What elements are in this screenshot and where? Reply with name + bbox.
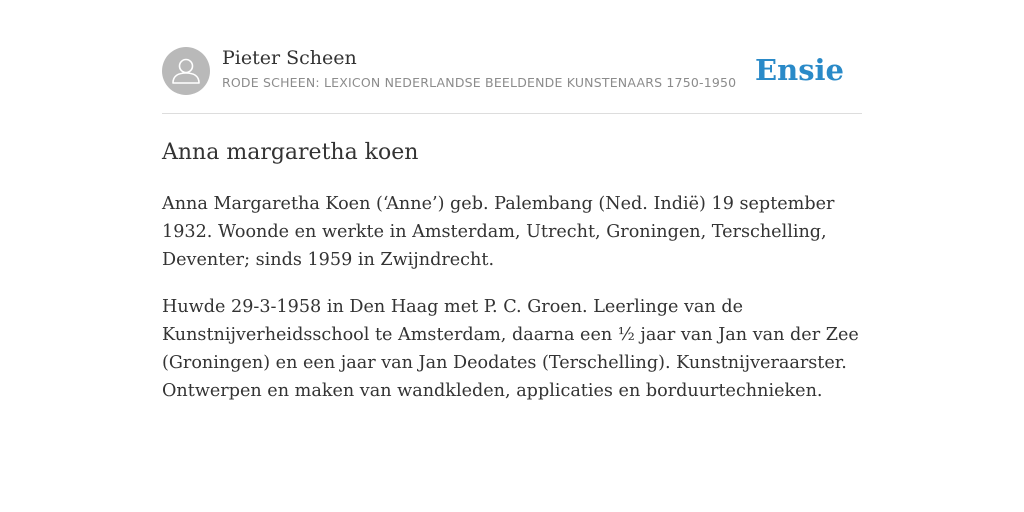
article-body [162, 190, 862, 424]
article-paragraph: Anna Margaretha Koen (‘Anne’) geb. Palembang (Ned. Indië) 19 september 1932. Woonde en werkte in Amsterdam, Utrecht, Groningen, Terschelling, Deventer; sinds 1959 in Zwijndrecht. [162, 194, 835, 270]
author-avatar[interactable] [162, 47, 210, 95]
source-title[interactable]: RODE SCHEEN: LEXICON NEDERLANDSE BEELDENDE KUNSTENAARS 1750-1950 [222, 75, 737, 90]
article-paragraph: Huwde 29-3-1958 in Den Haag met P. C. Groen. Leerlinge van de Kunstnijverheidsschool te Amsterdam, daarna een ½ jaar van Jan van der Zee (Groningen) en een jaar van Jan Deodates (Terschelling). Kunstnijveraarster. Ontwerpen en maken van wandkleden, applicaties en borduurtechnieken. [162, 297, 859, 401]
author-header [162, 46, 862, 114]
author-name[interactable]: Pieter Scheen [222, 47, 357, 69]
ensie-logo[interactable]: Ensie [755, 53, 844, 87]
article-title: Anna margaretha koen [162, 140, 419, 165]
user-icon [162, 47, 210, 95]
article-card [162, 0, 862, 512]
